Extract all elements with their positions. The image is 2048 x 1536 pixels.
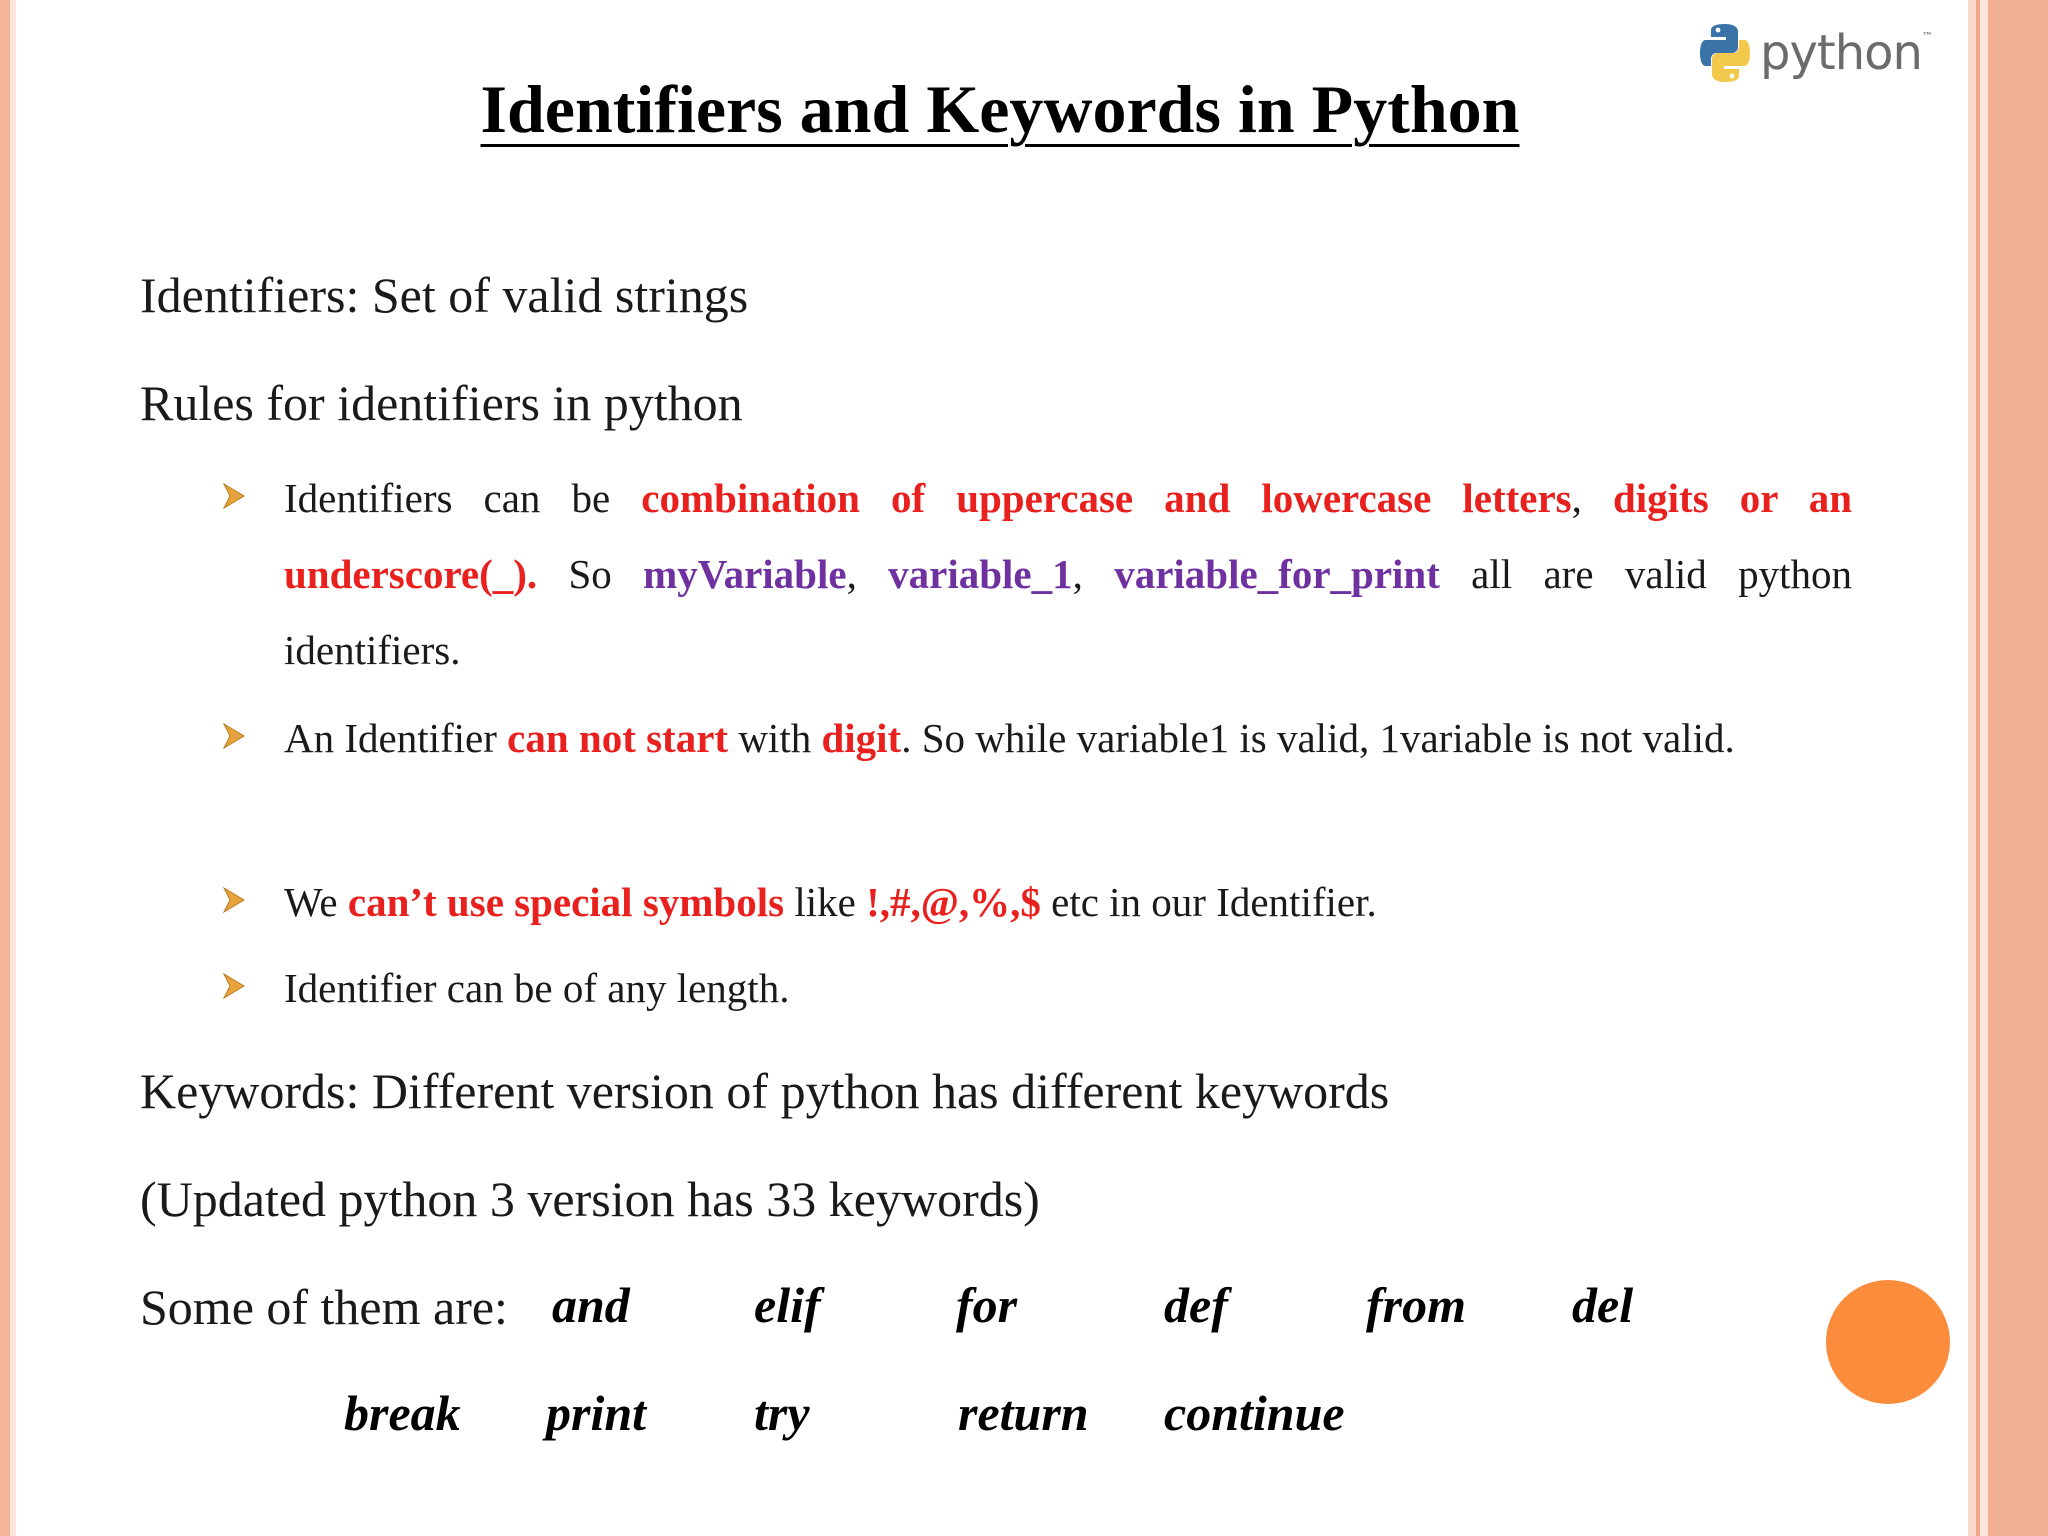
keyword-del: del [1572, 1277, 1634, 1333]
arrow-bullet-icon [222, 972, 246, 1000]
keyword-print: print [546, 1385, 647, 1441]
left-border [0, 0, 16, 1536]
keyword-return: return [958, 1385, 1089, 1441]
right-border [1968, 0, 2048, 1536]
python-logo-text: python [1760, 25, 1922, 81]
keyword-count-note: (Updated python 3 version has 33 keywords) [140, 1171, 1040, 1227]
bullet-item-4 [222, 950, 1852, 1026]
keywords-definition: Keywords: Different version of python has different keywords [140, 1063, 1390, 1119]
keywords-list-label: Some of them are: [140, 1279, 508, 1335]
keyword-def: def [1164, 1277, 1228, 1333]
keyword-break: break [344, 1385, 461, 1441]
keyword-try: try [754, 1385, 810, 1441]
arrow-bullet-icon [222, 722, 246, 750]
decorative-orange-circle [1826, 1280, 1950, 1404]
identifiers-definition: Identifiers: Set of valid strings [140, 267, 749, 323]
bullet-item-1 [222, 460, 1852, 688]
rules-heading: Rules for identifiers in python [140, 375, 743, 431]
bullet-text-4: Identifier can be of any length. [284, 965, 790, 1011]
bullet-item-2 [222, 700, 1852, 776]
bullet-text-2: An Identifier can not start with digit. So while variable1 is valid, 1variable is not valid. [284, 715, 1735, 761]
bullet-item-3 [222, 864, 1852, 940]
keyword-from: from [1366, 1277, 1466, 1333]
arrow-bullet-icon [222, 886, 246, 914]
bullet-text-3: We can’t use special symbols like !,#,@,%,$ etc in our Identifier. [284, 879, 1377, 925]
slide-title: Identifiers and Keywords in Python [480, 71, 1520, 147]
trademark-symbol: ™ [1921, 30, 1933, 43]
arrow-bullet-icon [222, 482, 246, 510]
keyword-and: and [552, 1277, 630, 1333]
bullet-text-1: Identifiers can be combination of uppercase and lowercase letters, digits or an underscore(_). So myVariable, variable_1, variable_for_print all are valid python identifiers. [284, 475, 1853, 673]
keyword-elif: elif [754, 1277, 821, 1333]
keyword-for: for [956, 1277, 1018, 1333]
keyword-continue: continue [1164, 1385, 1345, 1441]
